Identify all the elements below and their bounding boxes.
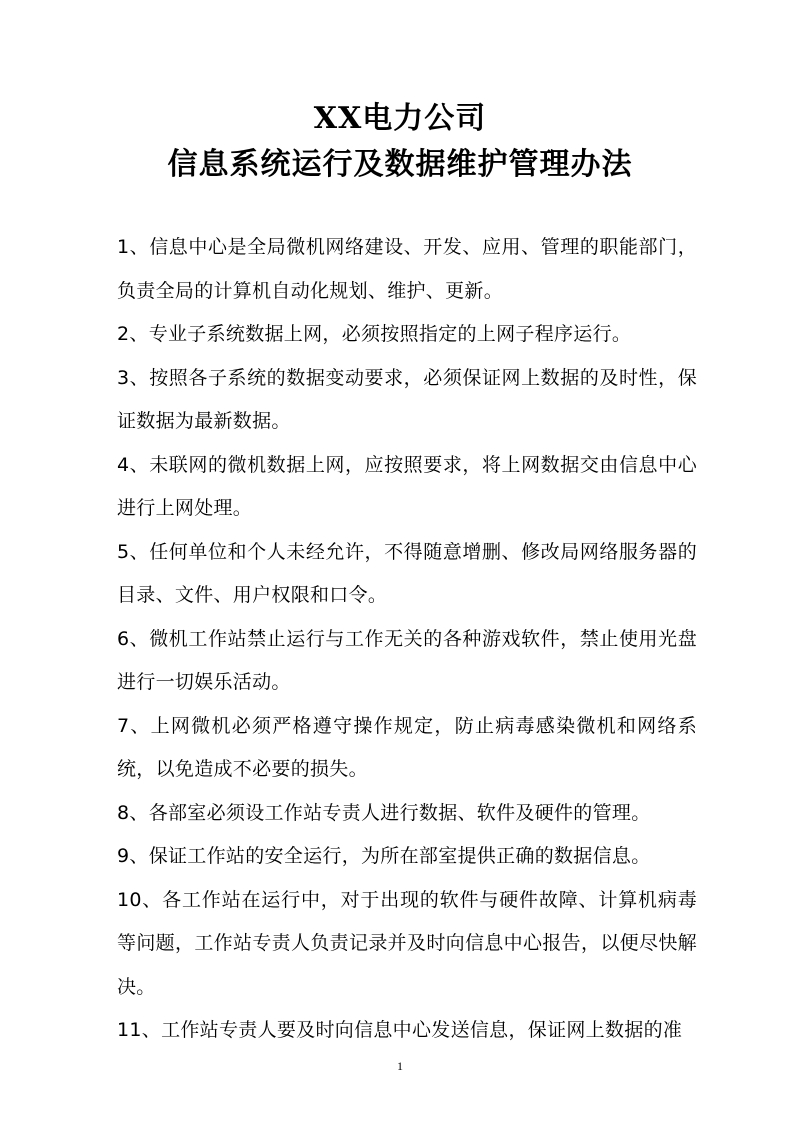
clause-6: 6、微机工作站禁止运行与工作无关的各种游戏软件，禁止使用光盘进行一切娱乐活动。 (117, 627, 697, 693)
clause-5: 5、任何单位和个人未经允许，不得随意增删、修改局网络服务器的目录、文件、用户权限和口令。 (117, 540, 697, 606)
clause-10: 10、各工作站在运行中，对于出现的软件与硬件故障、计算机病毒等问题，工作站专责人负责记录并及时向信息中心报告，以便尽快解决。 (117, 888, 697, 998)
document-body (117, 226, 697, 1053)
clause-8: 8、各部室必须设工作站专责人进行数据、软件及硬件的管理。 (117, 801, 651, 824)
clause-2: 2、专业子系统数据上网，必须按照指定的上网子程序运行。 (117, 323, 632, 345)
clause-4: 4、未联网的微机数据上网，应按照要求，将上网数据交由信息中心进行上网处理。 (117, 453, 697, 519)
clause-3: 3、按照各子系统的数据变动要求，必须保证网上数据的及时性，保证数据为最新数据。 (117, 366, 697, 432)
regulation-title: 信息系统运行及数据维护管理办法 (167, 147, 633, 182)
company-title: XX电力公司 (313, 101, 487, 136)
clause-11: 11、工作站专责人要及时向信息中心发送信息，保证网上数据的准 (117, 1019, 683, 1041)
document-title (0, 96, 800, 188)
page-number: 1 (397, 1059, 403, 1073)
clause-7: 7、上网微机必须严格遵守操作规定，防止病毒感染微机和网络系统，以免造成不必要的损失。 (117, 714, 697, 780)
clause-1: 1、信息中心是全局微机网络建设、开发、应用、管理的职能部门，负责全局的计算机自动化规划、维护、更新。 (117, 236, 697, 302)
clause-9: 9、保证工作站的安全运行，为所在部室提供正确的数据信息。 (117, 845, 651, 867)
